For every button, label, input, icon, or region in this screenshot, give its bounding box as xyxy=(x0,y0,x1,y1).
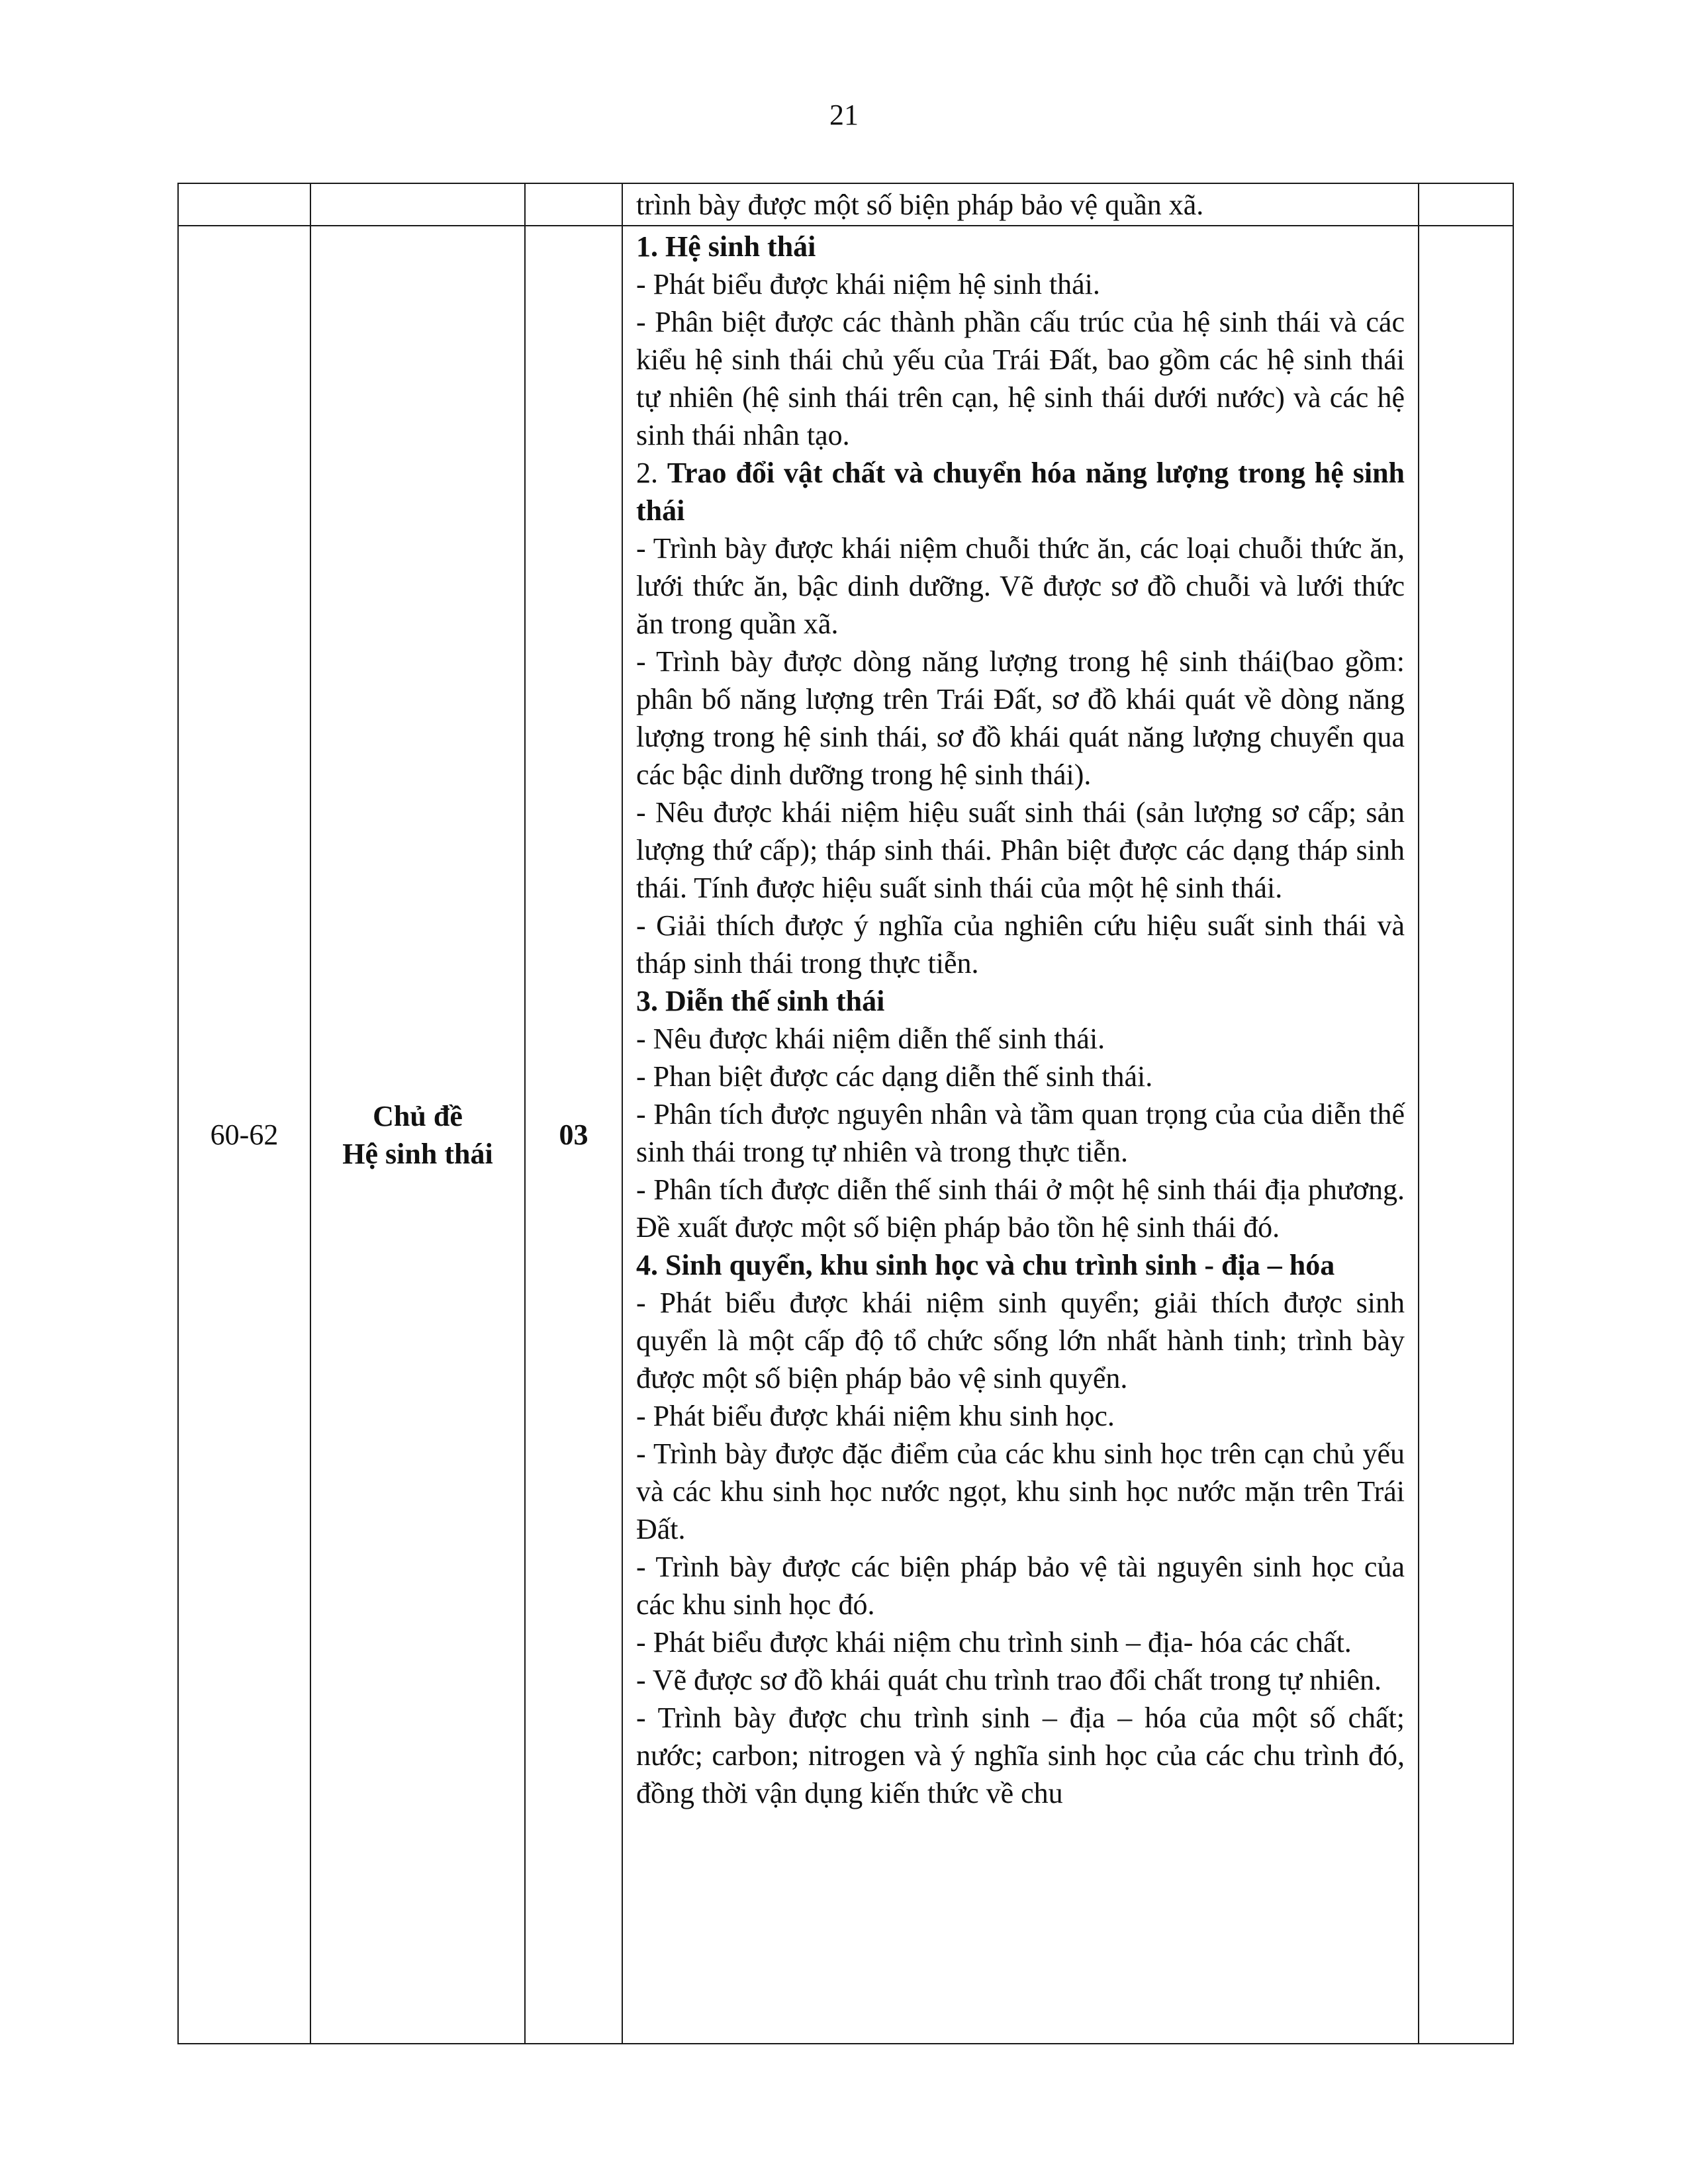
objective-item: - Phân tích được nguyên nhân và tầm quan trọng của của diễn thế sinh thái trong tự nhiên và trong thực tiễn. xyxy=(636,1098,1405,1168)
section-heading xyxy=(636,454,1405,529)
objective-item: - Phát biểu được khái niệm khu sinh học. xyxy=(636,1400,1115,1432)
section-title: Trao đổi vật chất và chuyển hóa năng lượng trong hệ sinh thái xyxy=(636,457,1405,527)
periods-cell xyxy=(525,183,622,226)
objective-item: - Phát biểu được khái niệm sinh quyển; giải thích được sinh quyển là một cấp độ tổ chức sống lớn nhất hành tinh; trình bày được một số biện pháp bảo vệ sinh quyển. xyxy=(636,1287,1405,1394)
page-number: 21 xyxy=(829,99,859,131)
objective-item: - Vẽ được sơ đồ khái quát chu trình trao đổi chất trong tự nhiên. xyxy=(636,1664,1382,1696)
topic-title: Hệ sinh thái xyxy=(342,1137,493,1170)
content-cell xyxy=(622,183,1419,226)
section-heading: 3. Diễn thế sinh thái xyxy=(636,985,885,1017)
objective-item: - Phát biểu được khái niệm hệ sinh thái. xyxy=(636,268,1100,300)
lesson-cell: 60-62 xyxy=(178,226,310,2044)
notes-cell xyxy=(1419,226,1513,2044)
objective-item: - Trình bày được đặc điểm của các khu sinh học trên cạn chủ yếu và các khu sinh học nước ngọt, khu sinh học nước mặn trên Trái Đất. xyxy=(636,1437,1405,1545)
topic-cell xyxy=(310,183,525,226)
section-heading: 4. Sinh quyển, khu sinh học và chu trình sinh - địa – hóa xyxy=(636,1249,1335,1281)
objective-item: - Phát biểu được khái niệm chu trình sinh – địa- hóa các chất. xyxy=(636,1626,1352,1659)
objective-item: - Giải thích được ý nghĩa của nghiên cứu hiệu suất sinh thái và tháp sinh thái trong thực tiễn. xyxy=(636,909,1405,979)
objective-item: - Trình bày được các biện pháp bảo vệ tài nguyên sinh học của các khu sinh học đó. xyxy=(636,1551,1405,1621)
table-row-ecosystem xyxy=(178,226,1513,2044)
objective-item: - Trình bày được khái niệm chuỗi thức ăn, các loại chuỗi thức ăn, lưới thức ăn, bậc dinh dưỡng. Vẽ được sơ đồ chuỗi và lưới thức ăn trong quần xã. xyxy=(636,532,1405,640)
topic-label: Chủ đề xyxy=(373,1099,463,1132)
lesson-cell xyxy=(178,183,310,226)
objective-item: - Trình bày được dòng năng lượng trong hệ sinh thái(bao gồm: phân bố năng lượng trên Trái Đất, sơ đồ khái quát về dòng năng lượng trong hệ sinh thái, sơ đồ khái quát năng lượng chuyển qua các bậc dinh dưỡng trong hệ sinh thái). xyxy=(636,645,1405,791)
objective-item: - Nêu được khái niệm diễn thế sinh thái. xyxy=(636,1023,1105,1055)
objective-item: - Phan biệt được các dạng diễn thế sinh thái. xyxy=(636,1060,1153,1093)
section-number: 2. xyxy=(636,457,667,489)
objective-item: - Trình bày được chu trình sinh – địa – hóa của một số chất; nước; carbon; nitrogen và ý nghĩa sinh học của các chu trình đó, đồng thời vận dụng kiến thức về chu xyxy=(636,1702,1405,1809)
objective-item: - Phân biệt được các thành phần cấu trúc của hệ sinh thái và các kiểu hệ sinh thái chủ yếu của Trái Đất, bao gồm các hệ sinh thái tự nhiên (hệ sinh thái trên cạn, hệ sinh thái dưới nước) và các hệ sinh thái nhân tạo. xyxy=(636,306,1405,451)
periods-cell: 03 xyxy=(525,226,622,2044)
section-heading: 1. Hệ sinh thái xyxy=(636,230,816,263)
topic-cell xyxy=(310,226,525,2044)
table-row-continued xyxy=(178,183,1513,226)
content-cell xyxy=(622,226,1419,2044)
objective-item: - Phân tích được diễn thế sinh thái ở một hệ sinh thái địa phương. Đề xuất được một số biện pháp bảo tồn hệ sinh thái đó. xyxy=(636,1173,1405,1244)
objective-item: - Nêu được khái niệm hiệu suất sinh thái (sản lượng sơ cấp; sản lượng thứ cấp); tháp sinh thái. Phân biệt được các dạng tháp sinh thái. Tính được hiệu suất sinh thái của một hệ sinh thái. xyxy=(636,796,1405,904)
content-line: trình bày được một số biện pháp bảo vệ quần xã. xyxy=(636,188,1204,221)
curriculum-table xyxy=(177,183,1514,2044)
notes-cell xyxy=(1419,183,1513,226)
